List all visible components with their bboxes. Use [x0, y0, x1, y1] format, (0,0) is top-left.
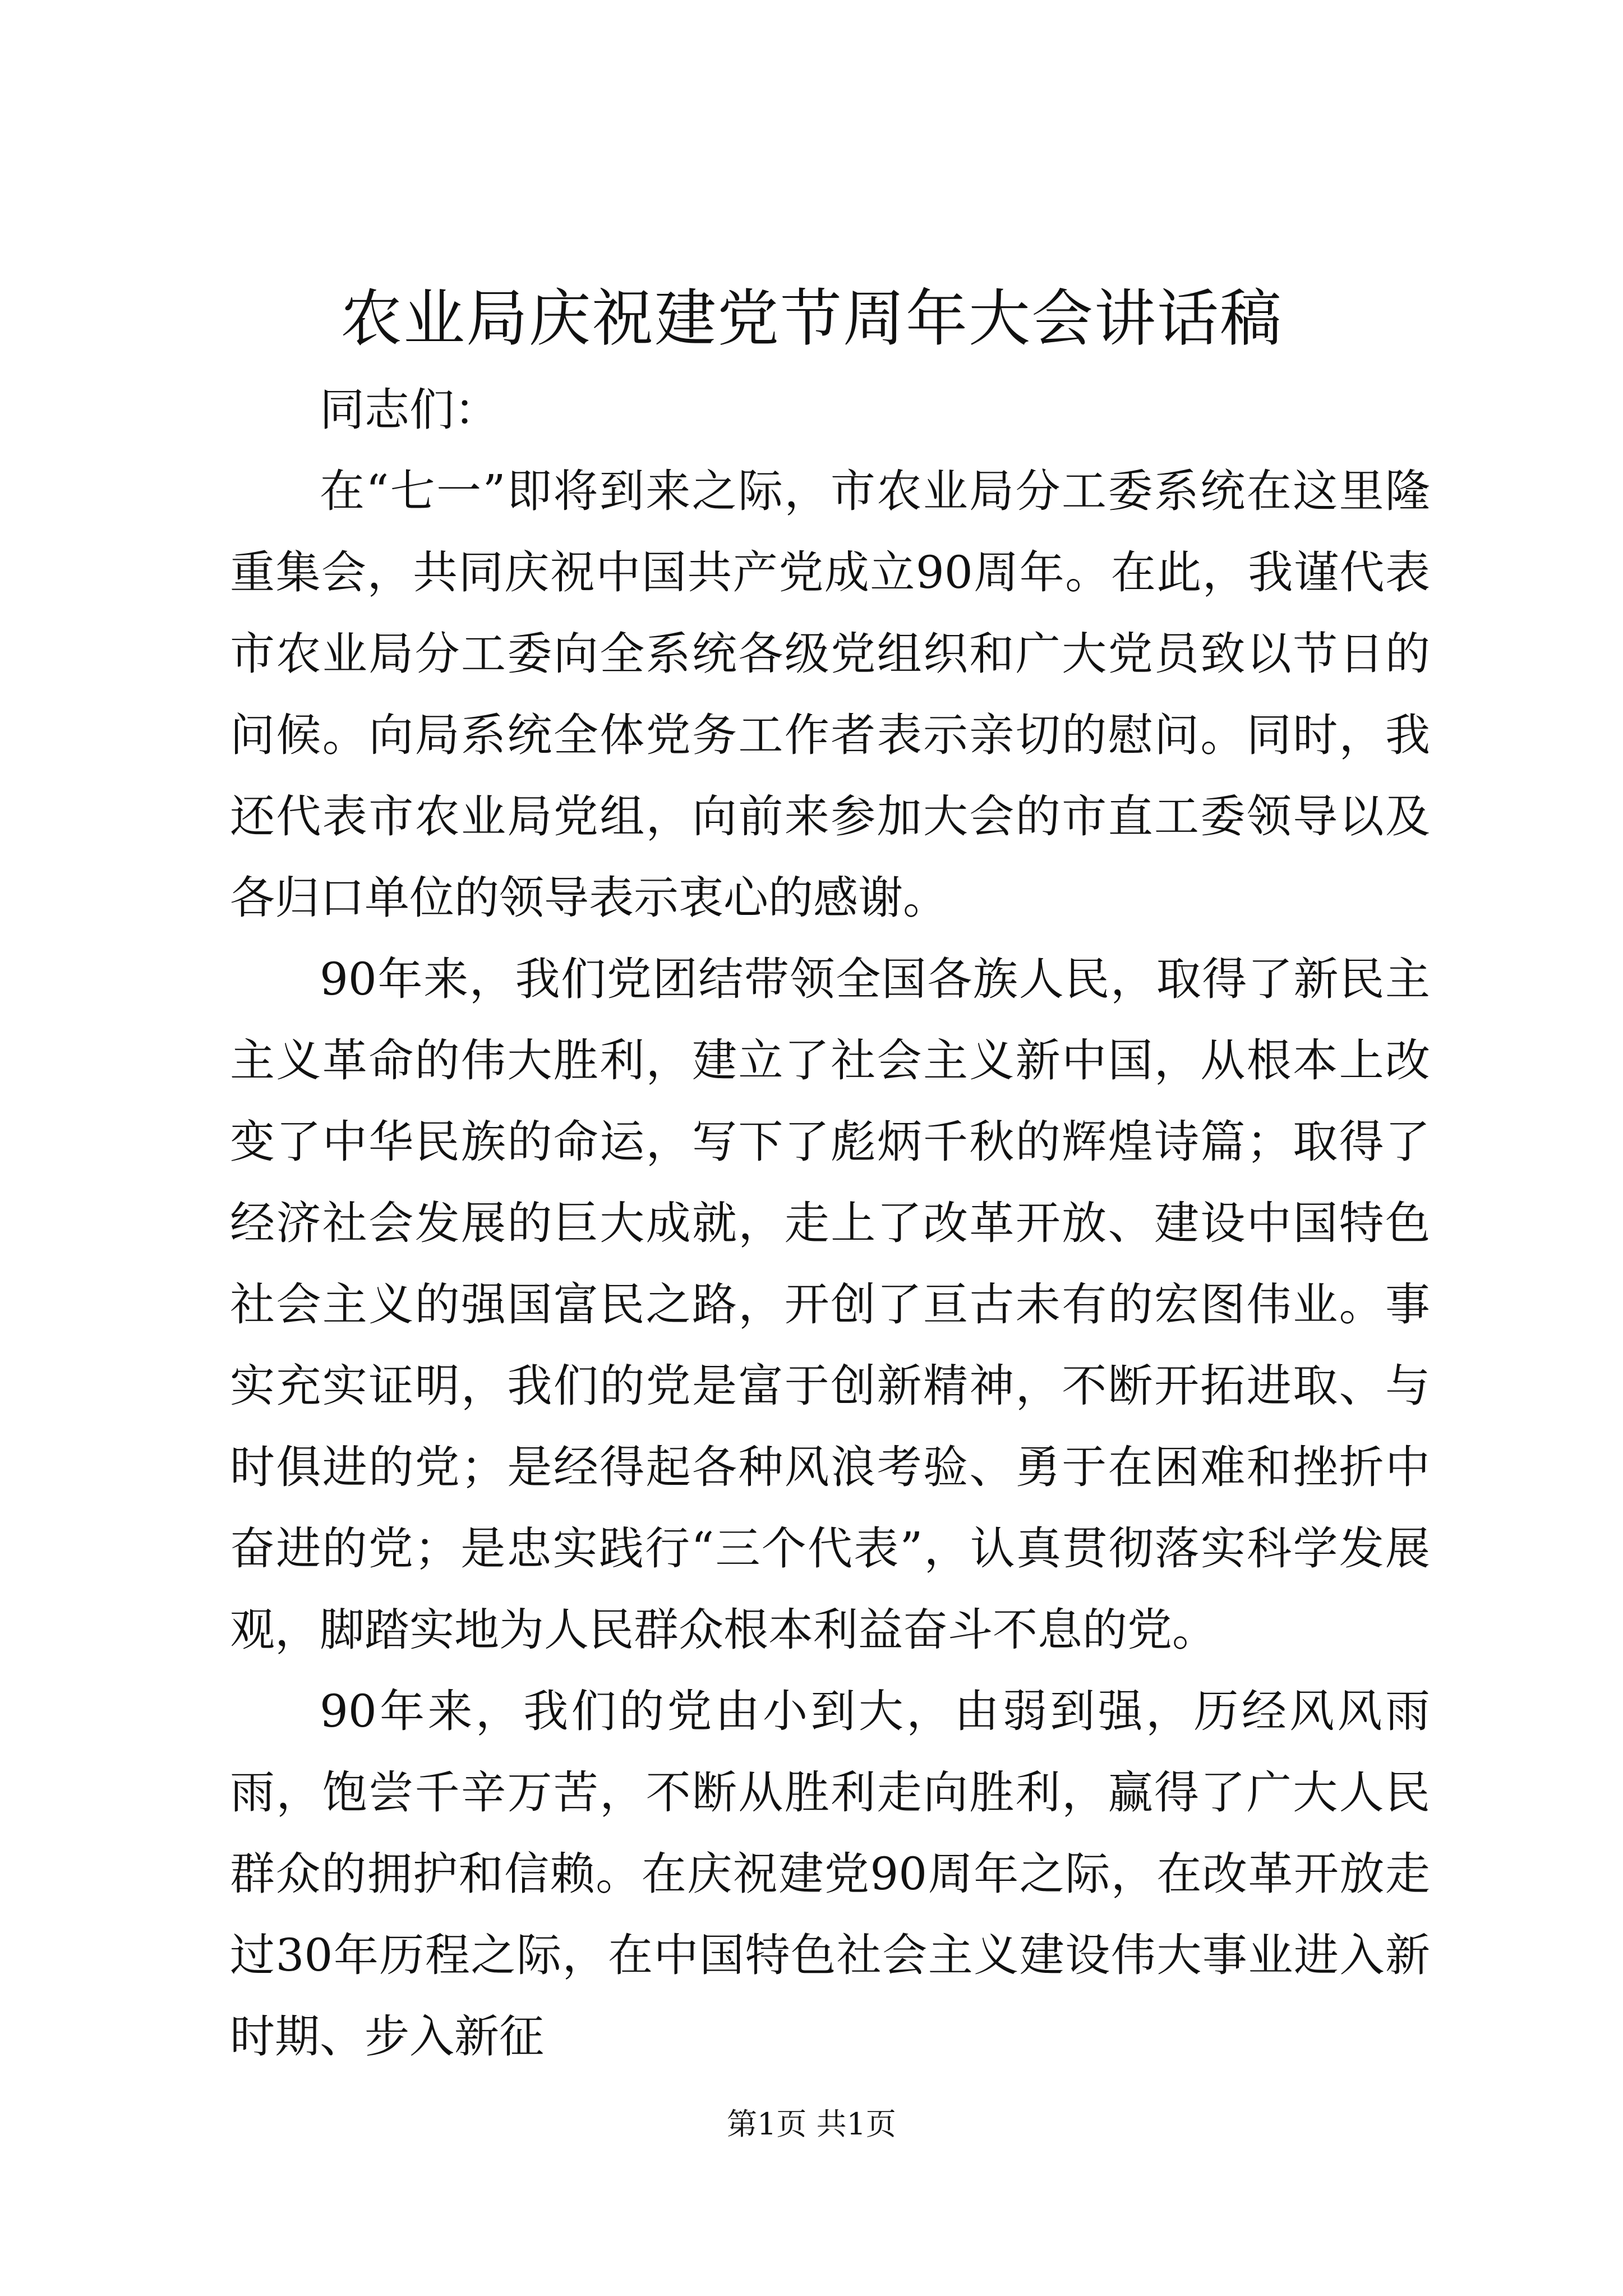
paragraph: 在“七一”即将到来之际，市农业局分工委系统在这里隆重集会，共同庆祝中国共产党成立90周年。在此，我谨代表市农业局分工委向全系统各级党组织和广大党员致以节日的问候。向局系统全体党务工作者表示亲切的慰问。同时，我还代表市农业局党组，向前来参加大会的市直工委领导以及各归口单位的领导表示衷心的感谢。	[230, 465, 1430, 924]
paragraph: 90年来，我们党团结带领全国各族人民，取得了新民主主义革命的伟大胜利，建立了社会主义新中国，从根本上改变了中华民族的命运，写下了彪炳千秋的辉煌诗篇；取得了经济社会发展的巨大成就，走上了改革开放、建设中国特色社会主义的强国富民之路，开创了亘古未有的宏图伟业。事实充实证明，我们的党是富于创新精神，不断开拓进取、与时俱进的党；是经得起各种风浪考验、勇于在困难和挫折中奋进的党；是忠实践行“三个代表”，认真贯彻落实科学发展观，脚踏实地为人民群众根本利益奋斗不息的党。	[230, 953, 1430, 1656]
salutation: 同志们：	[320, 384, 499, 436]
page-footer: 第1页 共1页	[727, 2106, 896, 2142]
paragraph: 90年来，我们的党由小到大，由弱到强，历经风风雨雨，饱尝千辛万苦，不断从胜利走向胜利，赢得了广大人民群众的拥护和信赖。在庆祝建党90周年之际，在改革开放走过30年历程之际，在中国特色社会主义建设伟大事业进入新时期、步入新征	[230, 1685, 1430, 2063]
document-title: 农业局庆祝建党节周年大会讲话稿	[340, 283, 1283, 355]
document-body	[230, 369, 1430, 2077]
